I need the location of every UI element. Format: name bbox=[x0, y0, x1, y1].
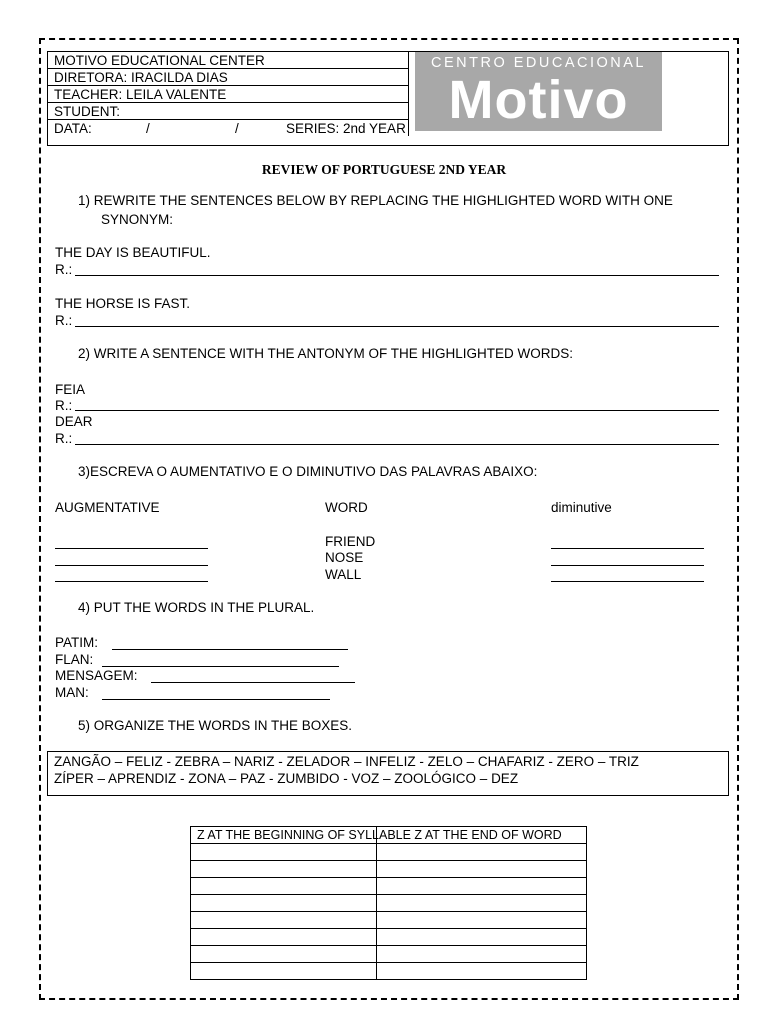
table-cell[interactable] bbox=[377, 895, 587, 912]
school-logo bbox=[415, 52, 662, 131]
logo-wordmark: Motivo bbox=[448, 70, 629, 130]
table-cell[interactable] bbox=[377, 929, 587, 946]
q4-line-3[interactable] bbox=[151, 682, 355, 683]
words-line-1: ZANGÃO – FELIZ - ZEBRA – NARIZ - ZELADOR – INFELIZ - ZELO – CHAFARIZ - ZERO – TRIZ bbox=[54, 754, 639, 769]
student-field[interactable]: STUDENT: bbox=[48, 103, 408, 120]
q1-instruction: 1) REWRITE THE SENTENCES BELOW BY REPLACING THE HIGHLIGHTED WORD WITH ONE bbox=[78, 193, 673, 208]
q2-answer-line-2[interactable] bbox=[75, 444, 719, 445]
q2-answer-line-1[interactable] bbox=[75, 410, 719, 411]
q3-aug-line-2[interactable] bbox=[55, 565, 208, 566]
q2-instruction: 2) WRITE A SENTENCE WITH THE ANTONYM OF THE HIGHLIGHTED WORDS: bbox=[78, 346, 574, 361]
q5-instruction: 5) ORGANIZE THE WORDS IN THE BOXES. bbox=[78, 718, 353, 733]
q3-word-2: NOSE bbox=[325, 550, 364, 565]
table-cell[interactable] bbox=[377, 912, 587, 929]
table-cell[interactable] bbox=[377, 878, 587, 895]
q4-item-4: MAN: bbox=[55, 685, 89, 700]
date-separator-1: / bbox=[146, 121, 150, 136]
q3-dim-line-2[interactable] bbox=[551, 565, 704, 566]
date-label: DATA: bbox=[54, 121, 92, 136]
q2-word-2: DEAR bbox=[55, 414, 93, 429]
q3-dim-line-3[interactable] bbox=[551, 581, 704, 582]
table-cell[interactable] bbox=[191, 844, 377, 861]
table-cell[interactable] bbox=[191, 912, 377, 929]
q3-dim-line-1[interactable] bbox=[551, 548, 704, 549]
q2-answer-label-1: R.: bbox=[55, 398, 73, 413]
q3-col-augmentative: AUGMENTATIVE bbox=[55, 500, 160, 515]
q4-instruction: 4) PUT THE WORDS IN THE PLURAL. bbox=[78, 600, 315, 615]
table-header-text: Z AT THE BEGINNING OF SYLLABLE Z AT THE END OF WORD bbox=[197, 828, 562, 842]
table-row bbox=[191, 861, 587, 878]
z-sort-table bbox=[190, 826, 587, 980]
table-row bbox=[191, 844, 587, 861]
table-cell[interactable] bbox=[377, 963, 587, 980]
q1-sentence-1: THE DAY IS BEAUTIFUL. bbox=[55, 245, 211, 260]
table-cell[interactable] bbox=[191, 895, 377, 912]
table-cell[interactable] bbox=[377, 946, 587, 963]
table-cell[interactable] bbox=[191, 878, 377, 895]
q1-answer-label-2: R.: bbox=[55, 313, 73, 328]
logo-subtitle: CENTRO EDUCACIONAL bbox=[431, 55, 646, 71]
table-row bbox=[191, 895, 587, 912]
director-name: DIRETORA: IRACILDA DIAS bbox=[48, 69, 408, 86]
q4-line-1[interactable] bbox=[112, 649, 348, 650]
words-line-2: ZÍPER – APRENDIZ - ZONA – PAZ - ZUMBIDO - VOZ – ZOOLÓGICO – DEZ bbox=[54, 771, 519, 786]
q3-word-1: FRIEND bbox=[325, 534, 376, 549]
q3-col-word: WORD bbox=[325, 500, 368, 515]
page-title: REVIEW OF PORTUGUESE 2ND YEAR bbox=[261, 162, 507, 177]
table-cell[interactable] bbox=[191, 963, 377, 980]
q3-col-diminutive: diminutive bbox=[551, 500, 612, 515]
words-box bbox=[47, 751, 729, 796]
header-info bbox=[48, 52, 408, 137]
series-label: SERIES: 2nd YEAR bbox=[286, 121, 406, 136]
q1-answer-line-1[interactable] bbox=[75, 275, 719, 276]
table-cell[interactable] bbox=[191, 861, 377, 878]
table-cell[interactable] bbox=[377, 861, 587, 878]
q3-instruction: 3)ESCREVA O AUMENTATIVO E O DIMINUTIVO DAS PALAVRAS ABAIXO: bbox=[78, 464, 538, 479]
table-cell[interactable] bbox=[377, 844, 587, 861]
table-cell[interactable] bbox=[191, 929, 377, 946]
q3-aug-line-3[interactable] bbox=[55, 581, 208, 582]
q4-item-2: FLAN: bbox=[55, 652, 94, 667]
header-divider bbox=[408, 52, 409, 136]
teacher-name: TEACHER: LEILA VALENTE bbox=[48, 86, 408, 103]
table-row bbox=[191, 929, 587, 946]
q3-word-3: WALL bbox=[325, 567, 362, 582]
q1-answer-line-2[interactable] bbox=[75, 326, 719, 327]
table-cell[interactable] bbox=[191, 946, 377, 963]
q4-item-1: PATIM: bbox=[55, 635, 98, 650]
q4-item-3: MENSAGEM: bbox=[55, 668, 138, 683]
table-row bbox=[191, 963, 587, 980]
center-name: MOTIVO EDUCATIONAL CENTER bbox=[48, 52, 408, 69]
q1-answer-label-1: R.: bbox=[55, 262, 73, 277]
q1-instruction-cont: SYNONYM: bbox=[101, 212, 174, 227]
table-row bbox=[191, 946, 587, 963]
q2-word-1: FEIA bbox=[55, 382, 86, 397]
date-separator-2: / bbox=[235, 121, 239, 136]
q3-aug-line-1[interactable] bbox=[55, 548, 208, 549]
table-row bbox=[191, 878, 587, 895]
date-series-row bbox=[48, 120, 408, 137]
q4-line-2[interactable] bbox=[102, 666, 339, 667]
table-row bbox=[191, 912, 587, 929]
q2-answer-label-2: R.: bbox=[55, 431, 73, 446]
q4-line-4[interactable] bbox=[102, 699, 330, 700]
q1-sentence-2: THE HORSE IS FAST. bbox=[55, 296, 191, 311]
